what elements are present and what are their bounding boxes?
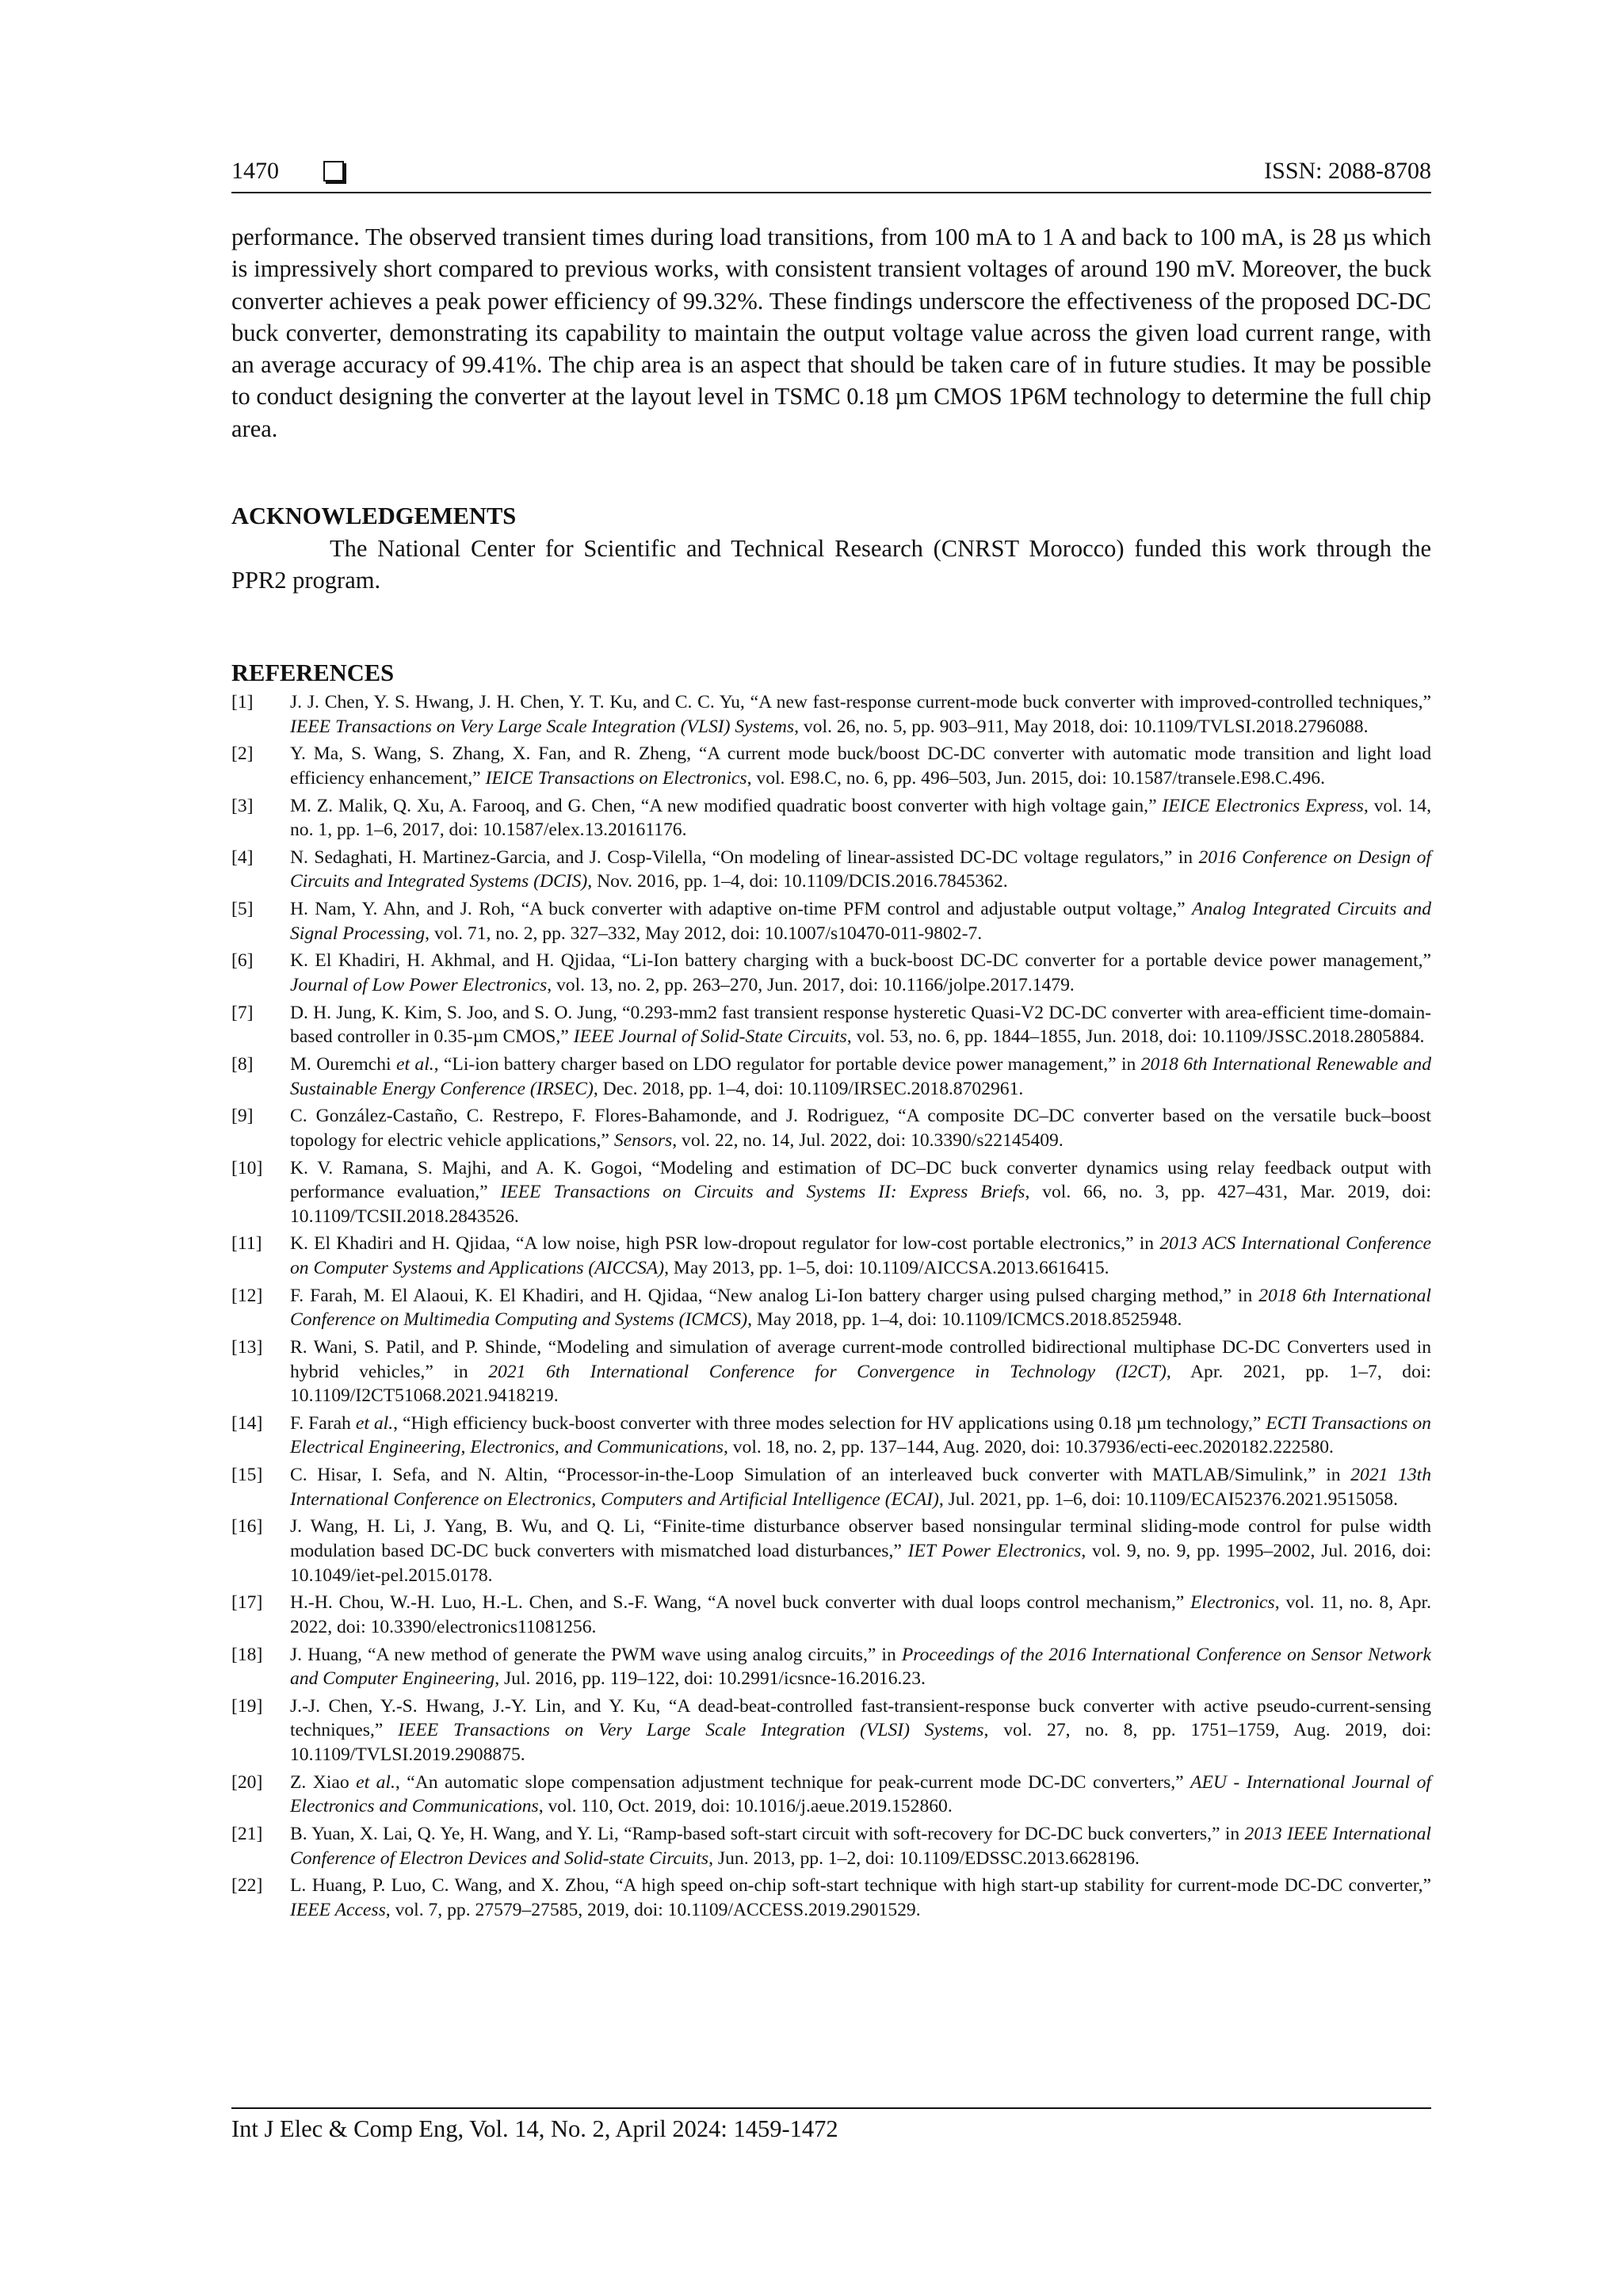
reference-italic: Analog Integrated Circuits and Signal Processing xyxy=(290,899,1431,944)
reference-text xyxy=(290,1233,1431,1278)
reference-segment: , vol. 22, no. 14, Jul. 2022, doi: 10.3390/s22145409. xyxy=(672,1129,1064,1151)
reference-segment: L. Huang, P. Luo, C. Wang, and X. Zhou, “A high speed on-chip soft-start technique with high start-up stability for current-mode DC-DC converter,” xyxy=(290,1875,1431,1897)
reference-number: [10] xyxy=(231,1157,263,1179)
reference-italic: IEICE Electronics Express xyxy=(1162,795,1364,816)
reference-number: [19] xyxy=(231,1695,263,1717)
issn-label: ISSN: 2088-8708 xyxy=(1264,158,1431,184)
reference-number: [7] xyxy=(231,1002,254,1023)
reference-segment: F. Farah, M. El Alaoui, K. El Khadiri, and H. Qjidaa, “New analog Li-Ion battery charger using pulsed charging method,” in xyxy=(290,1285,1259,1306)
reference-number: [14] xyxy=(231,1412,263,1434)
reference-number: [17] xyxy=(231,1592,263,1614)
reference-item xyxy=(231,1591,1431,1639)
reference-segment: , Jul. 2021, pp. 1–6, doi: 10.1109/ECAI52376.2021.9515058. xyxy=(938,1488,1399,1510)
reference-segment: C. González-Castaño, C. Restrepo, F. Flores-Bahamonde, and J. Rodriguez, “A composite DC–DC converter based on the versatile buck–boost topology for electric vehicle applications,” xyxy=(290,1106,1431,1151)
reference-segment: , vol. 110, Oct. 2019, doi: 10.1016/j.aeue.2019.152860. xyxy=(538,1796,953,1817)
reference-text xyxy=(290,1824,1431,1869)
reference-italic: 2018 6th International Renewable and Sustainable Energy Conference (IRSEC) xyxy=(290,1053,1431,1099)
reference-number: [3] xyxy=(231,795,254,816)
reference-text xyxy=(290,1054,1431,1099)
reference-number: [12] xyxy=(231,1285,263,1306)
references-list xyxy=(231,690,1431,1926)
reference-italic: IEEE Transactions on Circuits and Systems II: Express Briefs xyxy=(500,1182,1025,1203)
reference-number: [13] xyxy=(231,1336,263,1358)
reference-item xyxy=(231,897,1431,946)
reference-item xyxy=(231,1771,1431,1819)
reference-item xyxy=(231,1232,1431,1280)
reference-number: [4] xyxy=(231,846,254,868)
reference-text xyxy=(290,1337,1431,1406)
reference-segment: M. Ouremchi xyxy=(290,1053,396,1075)
reference-segment: , vol. 71, no. 2, pp. 327–332, May 2012, doi: 10.1007/s10470-011-9802-7. xyxy=(425,923,983,944)
reference-text xyxy=(290,1696,1431,1765)
reference-segment: H.-H. Chou, W.-H. Luo, H.-L. Chen, and S.-F. Wang, “A novel buck converter with dual loops control mechanism,” xyxy=(290,1592,1191,1614)
reference-item xyxy=(231,1335,1431,1408)
reference-italic: 2018 6th International Conference on Multimedia Computing and Systems (ICMCS) xyxy=(290,1285,1431,1331)
reference-item xyxy=(231,690,1431,739)
reference-item xyxy=(231,1052,1431,1101)
reference-segment: , vol. E98.C, no. 6, pp. 496–503, Jun. 2015, doi: 10.1587/transele.E98.C.496. xyxy=(747,767,1326,789)
reference-text xyxy=(290,950,1431,995)
acknowledgements-heading: ACKNOWLEDGEMENTS xyxy=(231,502,517,529)
reference-segment: , Dec. 2018, pp. 1–4, doi: 10.1109/IRSEC.2018.8702961. xyxy=(593,1078,1024,1099)
reference-segment: , vol. 13, no. 2, pp. 263–270, Jun. 2017, doi: 10.1166/jolpe.2017.1479. xyxy=(547,975,1075,995)
reference-segment: K. El Khadiri and H. Qjidaa, “A low noise, high PSR low-dropout regulator for low-cost portable electronics,” in xyxy=(290,1233,1160,1255)
reference-italic: 2021 13th International Conference on Electronics, Computers and Artificial Intelligence (ECAI) xyxy=(290,1465,1431,1510)
reference-number: [2] xyxy=(231,743,254,765)
reference-item xyxy=(231,1822,1431,1870)
reference-number: [18] xyxy=(231,1644,263,1665)
reference-item xyxy=(231,1694,1431,1767)
reference-segment: , Jul. 2016, pp. 119–122, doi: 10.2991/icsnce-16.2016.23. xyxy=(495,1668,926,1690)
reference-segment: , May 2018, pp. 1–4, doi: 10.1109/ICMCS.2018.8525948. xyxy=(747,1309,1182,1331)
reference-segment: K. V. Ramana, S. Majhi, and A. K. Gogoi, “Modeling and estimation of DC–DC buck converter dynamics using relay feedback output with performance evaluation,” xyxy=(290,1157,1431,1203)
reference-text xyxy=(290,743,1431,789)
reference-italic: Proceedings of the 2016 International Conference on Sensor Network and Computer Engineering xyxy=(290,1644,1431,1690)
reference-number: [11] xyxy=(231,1233,262,1255)
reference-item xyxy=(231,1463,1431,1511)
reference-item xyxy=(231,1001,1431,1049)
reference-segment: , vol. 18, no. 2, pp. 137–144, Aug. 2020, doi: 10.37936/ecti-eec.2020182.222580. xyxy=(723,1437,1334,1458)
reference-segment: , vol. 14, no. 1, pp. 1–6, 2017, doi: 10.1587/elex.13.20161176. xyxy=(290,795,1431,841)
reference-italic: et al. xyxy=(395,1053,434,1075)
reference-item xyxy=(231,846,1431,894)
reference-text xyxy=(290,1413,1431,1458)
reference-italic: Journal of Low Power Electronics xyxy=(290,975,548,995)
reference-segment: C. Hisar, I. Sefa, and N. Altin, “Processor-in-the-Loop Simulation of an interleaved buck converter with MATLAB/Simulink,” in xyxy=(290,1465,1351,1486)
reference-segment: , May 2013, pp. 1–5, doi: 10.1109/AICCSA.2013.6616415. xyxy=(664,1258,1109,1278)
reference-segment: Z. Xiao xyxy=(290,1771,357,1793)
reference-item xyxy=(231,1156,1431,1229)
page-header xyxy=(231,155,1431,187)
reference-item xyxy=(231,949,1431,997)
reference-segment: , “High efficiency buck-boost converter with three modes selection for HV applications using 0.18 µm technology,” xyxy=(393,1412,1266,1434)
reference-segment: , vol. 7, pp. 27579–27585, 2019, doi: 10.1109/ACCESS.2019.2901529. xyxy=(385,1899,921,1920)
reference-text xyxy=(290,1875,1431,1920)
reference-italic: et al. xyxy=(355,1412,394,1434)
reference-number: [21] xyxy=(231,1824,263,1844)
reference-segment: , Apr. 2021, pp. 1–7, doi: 10.1109/I2CT51068.2021.9418219. xyxy=(290,1361,1431,1407)
reference-italic: Sensors xyxy=(613,1129,673,1151)
reference-italic: et al. xyxy=(356,1771,395,1793)
footer-rule xyxy=(231,2107,1431,2109)
reference-text xyxy=(290,1465,1431,1510)
reference-segment: R. Wani, S. Patil, and P. Shinde, “Modeling and simulation of average current-mode controlled bidirectional multiphase DC-DC Converters used in hybrid vehicles,” in xyxy=(290,1336,1431,1382)
reference-italic: 2016 Conference on Design of Circuits and Integrated Systems (DCIS) xyxy=(290,846,1431,892)
reference-segment: D. H. Jung, K. Kim, S. Joo, and S. O. Jung, “0.293-mm2 fast transient response hysteretic Quasi-V2 DC-DC converter with area-efficient time-domain-based controller in 0.35-µm CMOS,” xyxy=(290,1002,1431,1048)
references-heading: REFERENCES xyxy=(231,659,395,686)
reference-text xyxy=(290,899,1431,944)
reference-segment: H. Nam, Y. Ahn, and J. Roh, “A buck converter with adaptive on-time PFM control and adjustable output voltage,” xyxy=(290,899,1192,920)
reference-number: [5] xyxy=(231,899,254,920)
reference-italic: IEEE Transactions on Very Large Scale Integration (VLSI) Systems xyxy=(290,716,795,737)
reference-item xyxy=(231,794,1431,842)
reference-segment: J.-J. Chen, Y.-S. Hwang, J.-Y. Lin, and Y. Ku, “A dead-beat-controlled fast-transient-response buck converter with active pseudo-current-sensing techniques,” xyxy=(290,1695,1431,1741)
reference-text xyxy=(290,692,1431,737)
reference-segment: J. J. Chen, Y. S. Hwang, J. H. Chen, Y. T. Ku, and C. C. Yu, “A new fast-response current-mode buck converter with improved-controlled techniques,” xyxy=(290,692,1431,712)
reference-item xyxy=(231,742,1431,790)
reference-segment: B. Yuan, X. Lai, Q. Ye, H. Wang, and Y. Li, “Ramp-based soft-start circuit with soft-recovery for DC-DC buck converters,” in xyxy=(290,1824,1245,1844)
reference-segment: , vol. 53, no. 6, pp. 1844–1855, Jun. 2018, doi: 10.1109/JSSC.2018.2805884. xyxy=(846,1026,1425,1048)
reference-text xyxy=(290,1286,1431,1331)
reference-segment: F. Farah xyxy=(290,1412,356,1434)
reference-item xyxy=(231,1412,1431,1460)
reference-italic: 2013 IEEE International Conference of Electron Devices and Solid-state Circuits xyxy=(290,1824,1431,1869)
reference-text xyxy=(290,1645,1431,1690)
reference-text xyxy=(290,1158,1431,1227)
reference-italic: 2013 ACS International Conference on Computer Systems and Applications (AICCSA) xyxy=(290,1233,1431,1278)
reference-number: [16] xyxy=(231,1516,263,1538)
reference-number: [15] xyxy=(231,1465,263,1486)
reference-segment: , vol. 27, no. 8, pp. 1751–1759, Aug. 2019, doi: 10.1109/TVLSI.2019.2908875. xyxy=(290,1720,1432,1766)
reference-segment: , vol. 9, no. 9, pp. 1995–2002, Jul. 2016, doi: 10.1049/iet-pel.2015.0178. xyxy=(290,1541,1431,1586)
reference-segment: , vol. 26, no. 5, pp. 903–911, May 2018, doi: 10.1109/TVLSI.2018.2796088. xyxy=(794,716,1369,737)
reference-number: [22] xyxy=(231,1875,263,1897)
reference-segment: , “Li-ion battery charger based on LDO regulator for portable device power management,” in xyxy=(433,1053,1141,1075)
reference-number: [9] xyxy=(231,1106,254,1127)
reference-italic: IEEE Transactions on Very Large Scale Integration (VLSI) Systems xyxy=(398,1720,984,1741)
reference-text xyxy=(290,1772,1431,1817)
reference-item xyxy=(231,1643,1431,1691)
header-rule xyxy=(231,192,1431,193)
reference-item xyxy=(231,1284,1431,1332)
reference-italic: AEU - International Journal of Electronics and Communications xyxy=(290,1771,1431,1817)
reference-segment: N. Sedaghati, H. Martinez-Garcia, and J. Cosp-Vilella, “On modeling of linear-assisted DC-DC voltage regulators,” in xyxy=(290,846,1199,868)
reference-segment: , Jun. 2013, pp. 1–2, doi: 10.1109/EDSSC.2013.6628196. xyxy=(708,1847,1140,1869)
reference-segment: M. Z. Malik, Q. Xu, A. Farooq, and G. Chen, “A new modified quadratic boost converter with high voltage gain,” xyxy=(290,795,1163,816)
reference-number: [1] xyxy=(231,692,254,712)
acknowledgements-text: The National Center for Scientific and Technical Research (CNRST Morocco) funded this work through the PPR2 program. xyxy=(231,535,1431,594)
reference-segment: J. Wang, H. Li, J. Yang, B. Wu, and Q. Li, “Finite-time disturbance observer based nonsingular terminal sliding-mode control for pulse width modulation based DC-DC buck converters with mismatched load disturbances,” xyxy=(290,1516,1431,1561)
reference-number: [8] xyxy=(231,1053,254,1075)
reference-number: [20] xyxy=(231,1771,263,1793)
reference-text xyxy=(290,1516,1431,1585)
reference-text xyxy=(290,796,1431,841)
reference-segment: , vol. 11, no. 8, Apr. 2022, doi: 10.3390/electronics11081256. xyxy=(290,1592,1431,1637)
reference-italic: 2021 6th International Conference for Convergence in Technology (I2CT) xyxy=(488,1361,1167,1382)
reference-italic: IEEE Access xyxy=(290,1899,386,1920)
page-number: 1470 xyxy=(231,158,279,184)
reference-text xyxy=(290,847,1431,892)
reference-italic: IEICE Transactions on Electronics xyxy=(485,767,747,789)
reference-text xyxy=(290,1592,1431,1637)
reference-item xyxy=(231,1104,1431,1152)
reference-segment: J. Huang, “A new method of generate the PWM wave using analog circuits,” in xyxy=(290,1644,902,1665)
page-footer: Int J Elec & Comp Eng, Vol. 14, No. 2, April 2024: 1459-1472 xyxy=(231,2115,838,2142)
reference-text xyxy=(290,1003,1431,1048)
reference-italic: IEEE Journal of Solid-State Circuits xyxy=(573,1026,847,1048)
reference-italic: Electronics xyxy=(1190,1592,1275,1614)
reference-segment: Y. Ma, S. Wang, S. Zhang, X. Fan, and R. Zheng, “A current mode buck/boost DC-DC converter with automatic mode transition and light load efficiency enhancement,” xyxy=(290,743,1431,789)
reference-segment: , “An automatic slope compensation adjustment technique for peak-current mode DC-DC converters,” xyxy=(395,1771,1191,1793)
reference-item xyxy=(231,1515,1431,1587)
reference-italic: ECTI Transactions on Electrical Engineering, Electronics, and Communications xyxy=(290,1412,1431,1458)
reference-segment: , Nov. 2016, pp. 1–4, doi: 10.1109/DCIS.2016.7845362. xyxy=(587,871,1008,892)
reference-segment: K. El Khadiri, H. Akhmal, and H. Qjidaa, “Li-Ion battery charging with a buck-boost DC-DC converter for a portable device power management,” xyxy=(290,950,1431,972)
conclusion-paragraph: performance. The observed transient times during load transitions, from 100 mA to 1 A and back to 100 mA, is 28 µs which is impressively short compared to previous works, with consistent transient voltages of around 190 mV. Moreover, the buck converter achieves a peak power efficiency of 99.32%. These findings underscore the effectiveness of the proposed DC-DC buck converter, demonstrating its capability to maintain the output voltage value across the given load current range, with an average accuracy of 99.41%. The chip area is an aspect that should be taken care of in future studies. It may be possible to conduct designing the converter at the layout level in TSMC 0.18 µm CMOS 1P6M technology to determine the full chip area. xyxy=(231,223,1431,442)
reference-italic: IET Power Electronics xyxy=(907,1541,1082,1561)
reference-text xyxy=(290,1106,1431,1151)
square-bullet-icon xyxy=(323,161,344,181)
reference-segment: , vol. 66, no. 3, pp. 427–431, Mar. 2019, doi: 10.1109/TCSII.2018.2843526. xyxy=(290,1182,1432,1227)
reference-number: [6] xyxy=(231,950,254,972)
reference-item xyxy=(231,1874,1431,1922)
